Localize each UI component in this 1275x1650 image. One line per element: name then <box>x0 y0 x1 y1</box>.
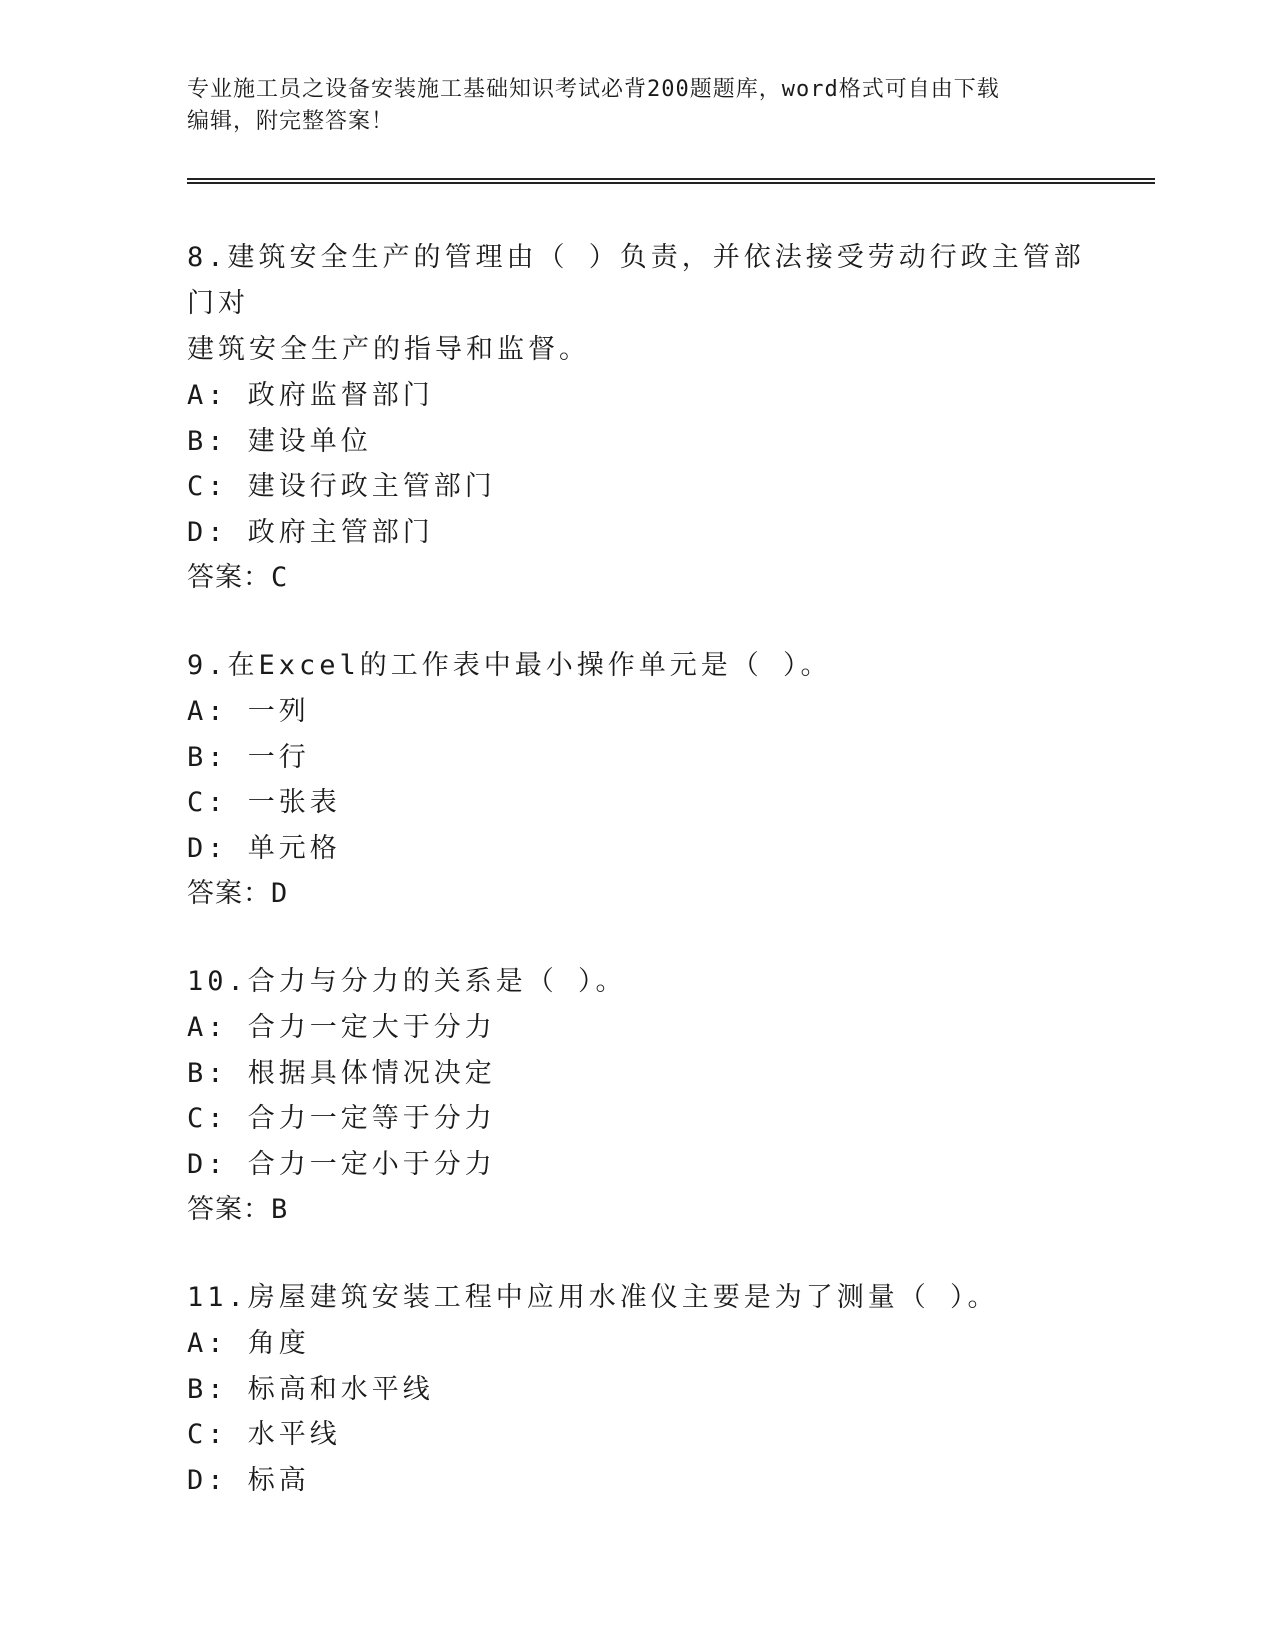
option-a: A: 政府监督部门 <box>187 380 434 411</box>
document-header <box>187 74 1087 138</box>
question-title: 10.合力与分力的关系是（ ）。 <box>187 966 627 997</box>
header-line-1: 专业施工员之设备安装施工基础知识考试必背200题题库，word格式可自由下载 <box>187 77 1000 102</box>
question-list <box>187 235 1087 1545</box>
answer-value: C <box>271 562 289 593</box>
option-b: B: 建设单位 <box>187 425 372 457</box>
question-title: 8.建筑安全生产的管理由（ ）负责，并依法接受劳动行政主管部门对 <box>187 242 1085 319</box>
question-title-continued: 建筑安全生产的指导和监督。 <box>187 334 590 365</box>
option-d: D: 合力一定小于分力 <box>187 1148 496 1180</box>
question-title: 9.在Excel的工作表中最小操作单元是（ ）。 <box>187 650 832 681</box>
option-c: C: 建设行政主管部门 <box>187 471 496 502</box>
question-title: 11.房屋建筑安装工程中应用水准仪主要是为了测量（ ）。 <box>187 1282 999 1313</box>
option-c: C: 一张表 <box>187 787 341 818</box>
answer-value: B <box>271 1194 289 1225</box>
option-d: D: 单元格 <box>187 832 341 864</box>
option-c: C: 水平线 <box>187 1419 341 1450</box>
option-b: B: 一行 <box>187 741 310 773</box>
question-10 <box>187 959 1087 1233</box>
option-a: A: 合力一定大于分力 <box>187 1012 496 1043</box>
option-b: B: 根据具体情况决定 <box>187 1057 496 1089</box>
option-d: D: 标高 <box>187 1464 310 1496</box>
option-b: B: 标高和水平线 <box>187 1373 434 1405</box>
answer <box>187 555 1087 601</box>
answer <box>187 1187 1087 1233</box>
option-d: D: 政府主管部门 <box>187 516 434 548</box>
option-c: C: 合力一定等于分力 <box>187 1103 496 1134</box>
question-9 <box>187 643 1087 917</box>
answer-label: 答案： <box>187 878 271 909</box>
question-11 <box>187 1275 1087 1503</box>
header-line-2: 编辑，附完整答案！ <box>187 109 395 134</box>
option-a: A: 一列 <box>187 696 310 727</box>
option-a: A: 角度 <box>187 1328 310 1359</box>
question-8 <box>187 235 1087 601</box>
answer-value: D <box>271 878 289 909</box>
answer-label: 答案： <box>187 562 271 593</box>
answer <box>187 871 1087 917</box>
header-divider <box>187 178 1155 184</box>
answer-label: 答案： <box>187 1194 271 1225</box>
